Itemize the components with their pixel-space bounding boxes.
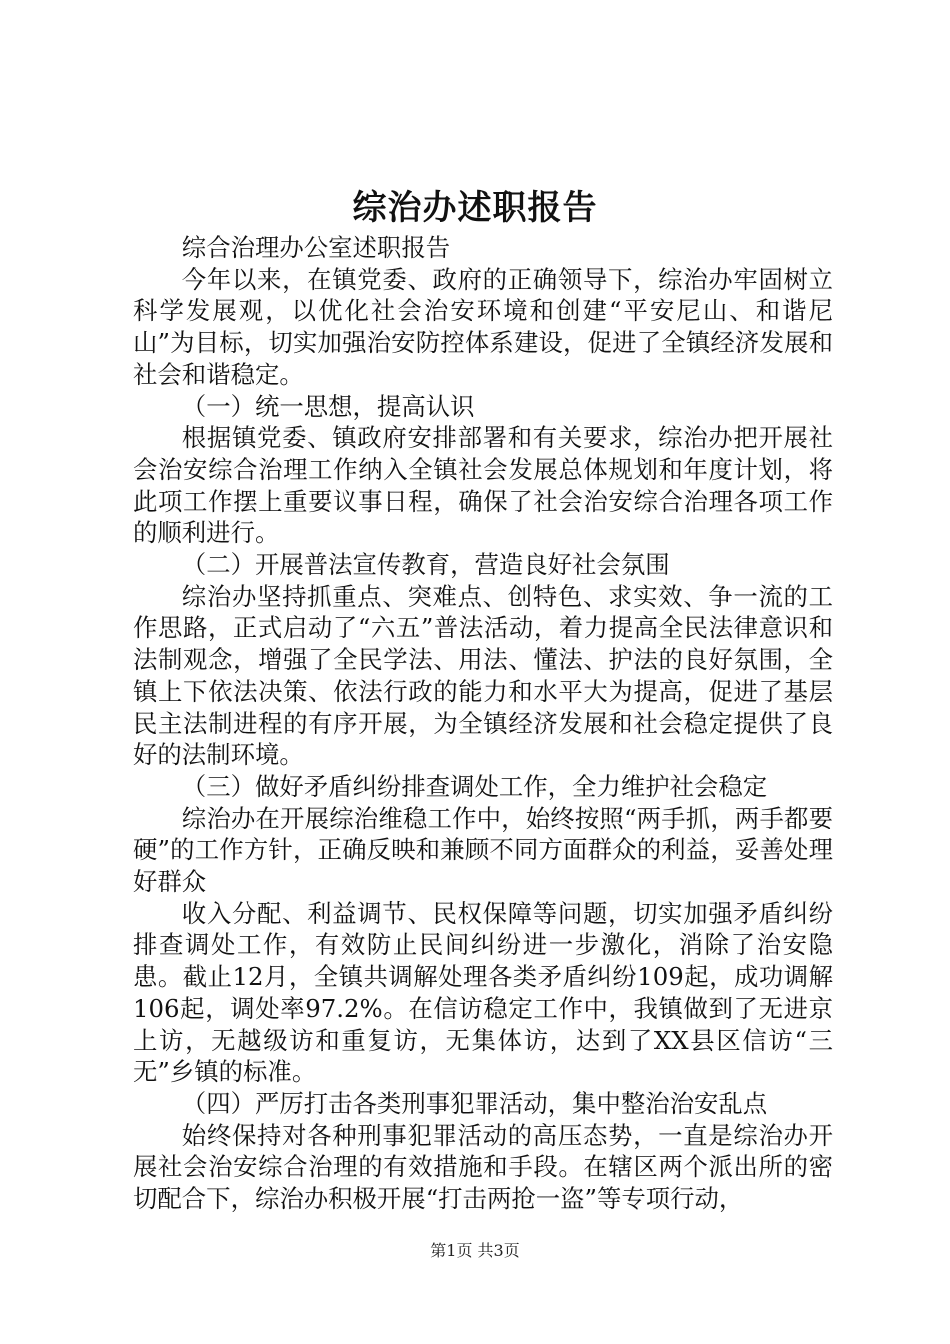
- document-title: 综治办述职报告: [352, 188, 598, 228]
- subtitle-paragraph: 综合治理办公室述职报告: [181, 233, 451, 262]
- intro-paragraph: 今年以来，在镇党委、政府的正确领导下，综治办牢固树立科学发展观，以优化社会治安环境和创建“平安尼山、和谐尼山”为目标，切实加强治安防控体系建设，促进了全镇经济发展和社会和谐稳定。: [133, 264, 833, 389]
- page-number-footer: 第1页 共3页: [430, 1241, 520, 1260]
- section-paragraph-3b: 收入分配、利益调节、民权保障等问题，切实加强矛盾纠纷排查调处工作，有效防止民间纠纷进一步激化，消除了治安隐患。截止12月，全镇共调解处理各类矛盾纠纷109起，成功调解106起，调处率97.2%。在信访稳定工作中，我镇做到了无进京上访，无越级访和重复访，无集体访，达到了XX县区信访“三无”乡镇的标准。: [133, 898, 833, 1087]
- section-heading-2: （二）开展普法宣传教育，营造良好社会氛围: [181, 550, 670, 580]
- section-heading-4: （四）严厉打击各类刑事犯罪活动，集中整治治安乱点: [181, 1088, 768, 1118]
- section-paragraph-1: 根据镇党委、镇政府安排部署和有关要求，综治办把开展社会治安综合治理工作纳入全镇社会发展总体规划和年度计划，将此项工作摆上重要议事日程，确保了社会治安综合治理各项工作的顺利进行。: [133, 423, 833, 548]
- section-paragraph-3a: 综治办在开展综治维稳工作中，始终按照“两手抓，两手都要硬”的工作方针，正确反映和兼顾不同方面群众的利益，妥善处理好群众: [133, 803, 833, 897]
- section-paragraph-4: 始终保持对各种刑事犯罪活动的高压态势，一直是综治办开展社会治安综合治理的有效措施和手段。在辖区两个派出所的密切配合下，综治办积极开展“打击两抢一盗”等专项行动，: [133, 1120, 833, 1214]
- section-paragraph-2: 综治办坚持抓重点、突难点、创特色、求实效、争一流的工作思路，正式启动了“六五”普法活动，着力提高全民法律意识和法制观念，增强了全民学法、用法、懂法、护法的良好氛围，全镇上下依法决策、依法行政的能力和水平大为提高，促进了基层民主法制进程的有序开展，为全镇经济发展和社会稳定提供了良好的法制环境。: [133, 581, 833, 770]
- section-heading-1: （一）统一思想，提高认识: [181, 391, 475, 421]
- document-body: [133, 232, 833, 1215]
- section-heading-3: （三）做好矛盾纠纷排查调处工作，全力维护社会稳定: [181, 771, 768, 801]
